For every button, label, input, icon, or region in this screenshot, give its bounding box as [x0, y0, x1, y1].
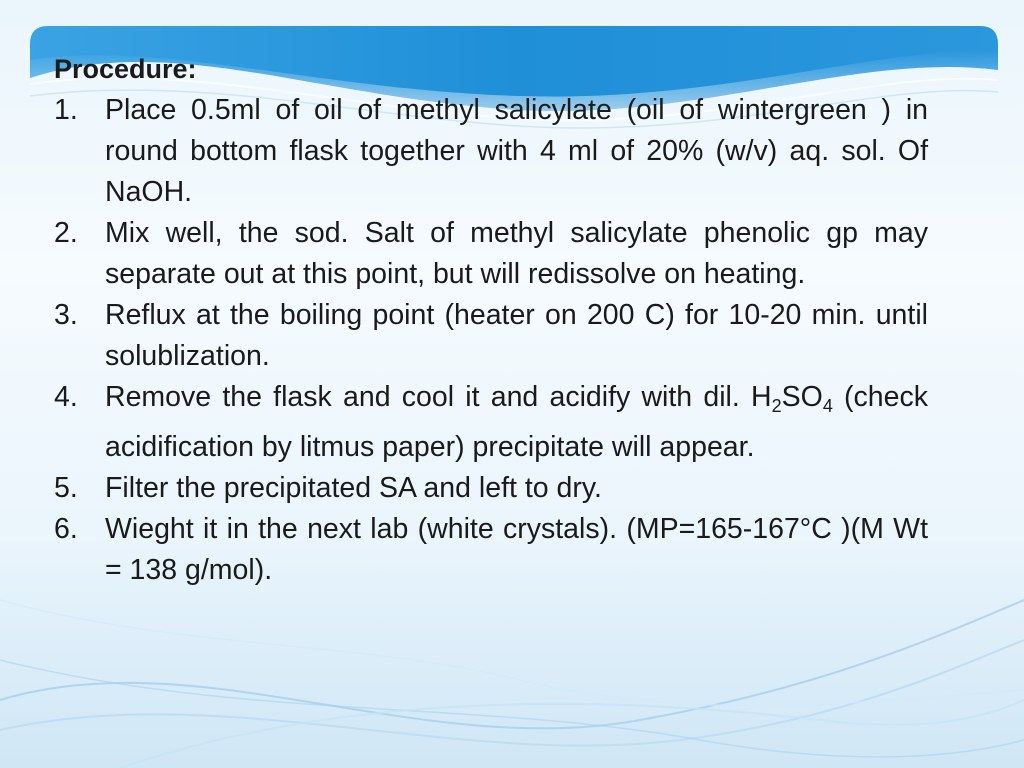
step-text: Place 0.5ml of oil of methyl salicylate (oil of wintergreen ) in round bottom flask together with 4 ml of 20% (w/v) aq. sol. Of NaOH.: [105, 94, 928, 208]
step-text-part: (check acidification by litmus paper) precipitate will appear.: [105, 381, 928, 463]
step-number: 2.: [54, 217, 78, 249]
step-item: [54, 90, 928, 213]
step-item: [54, 377, 928, 468]
step-number: 5.: [54, 472, 78, 504]
step-text: Mix well, the sod. Salt of methyl salicylate phenolic gp may separate out at this point, but will redissolve on heating.: [105, 217, 928, 290]
step-item: [54, 295, 928, 377]
procedure-steps: [54, 90, 928, 591]
step-text: Wieght it in the next lab (white crystals). (MP=165-167°C )(M Wt = 138 g/mol).: [105, 513, 928, 586]
step-item: [54, 468, 928, 509]
procedure-section: [54, 50, 928, 591]
step-text: Reflux at the boiling point (heater on 200 C) for 10-20 min. until solublization.: [105, 299, 928, 372]
step-item: [54, 509, 928, 591]
subscript: 2: [771, 396, 782, 416]
step-item: [54, 213, 928, 295]
step-number: 6.: [54, 513, 78, 545]
step-text: Filter the precipitated SA and left to dry.: [105, 472, 602, 504]
step-text-part: SO: [781, 381, 823, 413]
step-number: 4.: [54, 381, 78, 413]
subscript: 4: [822, 396, 833, 416]
step-number: 1.: [54, 94, 78, 126]
procedure-heading: Procedure:: [54, 54, 197, 84]
step-number: 3.: [54, 299, 78, 331]
step-text-part: Remove the flask and cool it and acidify with dil. H: [105, 381, 772, 413]
